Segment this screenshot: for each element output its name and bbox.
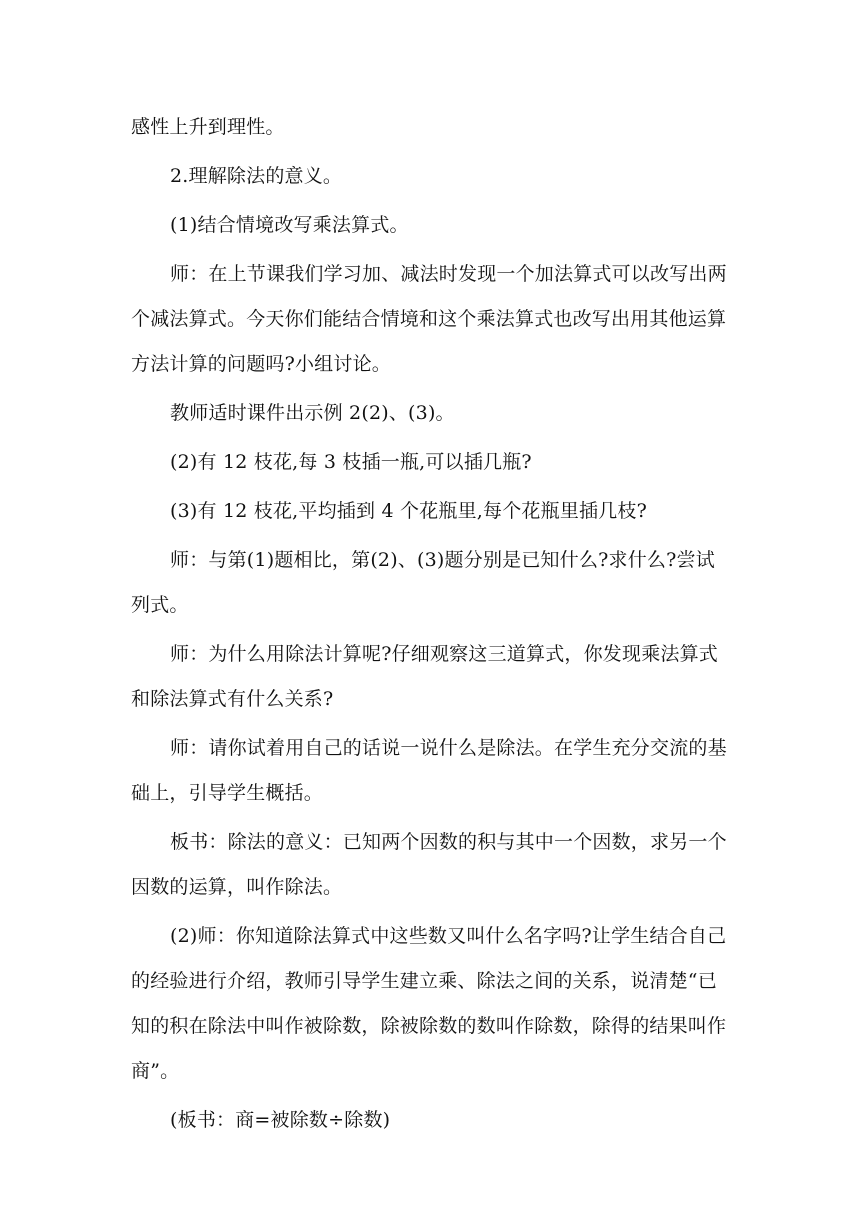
document-body — [131, 105, 731, 1143]
example-question-3: (3)有 12 枝花,平均插到 4 个花瓶里,每个花瓶里插几枝? — [170, 500, 648, 522]
teacher-action-paragraph: 教师适时课件出示例 2(2)、(3)。 — [170, 402, 455, 424]
example-question-2: (2)有 12 枝花,每 3 枝插一瓶,可以插几瓶? — [170, 451, 532, 473]
board-writing-formula: (板书：商=被除数÷除数) — [170, 1109, 391, 1131]
teacher-dialogue-paragraph: (2)师：你知道除法算式中这些数又叫什么名字吗?让学生结合自己的经验进行介绍，教师引导学生建立乘、除法之间的关系，说清楚“已知的积在除法中叫作被除数，除被除数的数叫作除数，除得的结果叫作商”。 — [131, 925, 727, 1082]
paragraph-continuation: 感性上升到理性。 — [131, 116, 285, 138]
teacher-dialogue-paragraph: 师：与第(1)题相比，第(2)、(3)题分别是已知什么?求什么?尝试列式。 — [131, 549, 715, 616]
teacher-dialogue-paragraph: 师：在上节课我们学习加、减法时发现一个加法算式可以改写出两个减法算式。今天你们能结合情境和这个乘法算式也改写出用其他运算方法计算的问题吗?小组讨论。 — [131, 263, 727, 375]
subsection-heading-rewrite-multiplication: (1)结合情境改写乘法算式。 — [170, 214, 409, 236]
section-heading-division-meaning: 2.理解除法的意义。 — [170, 165, 343, 187]
teacher-dialogue-paragraph: 师：请你试着用自己的话说一说什么是除法。在学生充分交流的基础上，引导学生概括。 — [131, 737, 727, 804]
teacher-dialogue-paragraph: 师：为什么用除法计算呢?仔细观察这三道算式，你发现乘法算式和除法算式有什么关系? — [131, 643, 718, 710]
board-writing-definition: 板书：除法的意义：已知两个因数的积与其中一个因数，求另一个因数的运算，叫作除法。 — [131, 831, 727, 898]
